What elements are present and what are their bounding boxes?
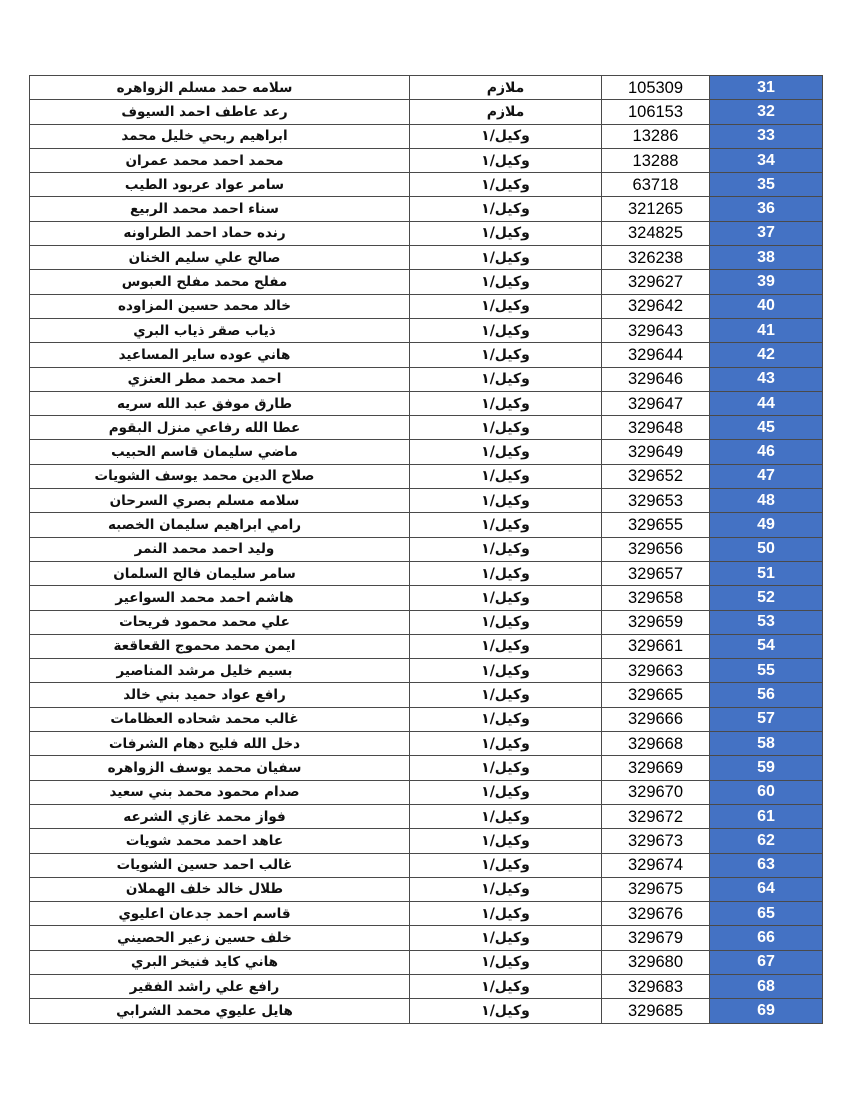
table-row — [30, 489, 823, 513]
serial-number-cell: 51 — [710, 561, 823, 585]
military-number-cell: 329672 — [602, 804, 710, 828]
name-cell: احمد محمد مطر العنزي — [30, 367, 410, 391]
serial-number-cell: 65 — [710, 902, 823, 926]
table-row — [30, 561, 823, 585]
table-row — [30, 537, 823, 561]
serial-number-cell: 38 — [710, 246, 823, 270]
name-cell: رافع علي راشد الفقير — [30, 974, 410, 998]
serial-number-cell: 31 — [710, 76, 823, 100]
serial-number-cell: 57 — [710, 707, 823, 731]
table-row — [30, 829, 823, 853]
table-row — [30, 343, 823, 367]
table-row — [30, 318, 823, 342]
rank-cell: وكيل/١ — [410, 707, 602, 731]
military-number-cell: 329675 — [602, 877, 710, 901]
serial-number-cell: 36 — [710, 197, 823, 221]
military-number-cell: 329655 — [602, 513, 710, 537]
rank-cell: وكيل/١ — [410, 853, 602, 877]
military-number-cell: 324825 — [602, 221, 710, 245]
table-row — [30, 999, 823, 1023]
name-cell: سامر عواد عربود الطيب — [30, 173, 410, 197]
rank-cell: وكيل/١ — [410, 148, 602, 172]
table-row — [30, 100, 823, 124]
serial-number-cell: 43 — [710, 367, 823, 391]
table-row — [30, 610, 823, 634]
military-number-cell: 329668 — [602, 732, 710, 756]
rank-cell: وكيل/١ — [410, 804, 602, 828]
rank-cell: وكيل/١ — [410, 902, 602, 926]
name-cell: مفلح محمد مفلح العبوس — [30, 270, 410, 294]
military-number-cell: 329676 — [602, 902, 710, 926]
name-cell: ايمن محمد محموج القعاقعة — [30, 634, 410, 658]
serial-number-cell: 60 — [710, 780, 823, 804]
serial-number-cell: 33 — [710, 124, 823, 148]
serial-number-cell: 35 — [710, 173, 823, 197]
military-number-cell: 13286 — [602, 124, 710, 148]
serial-number-cell: 48 — [710, 489, 823, 513]
name-cell: رافع عواد حميد بني خالد — [30, 683, 410, 707]
name-cell: علي محمد محمود فريحات — [30, 610, 410, 634]
rank-cell: وكيل/١ — [410, 489, 602, 513]
name-cell: وليد احمد محمد النمر — [30, 537, 410, 561]
military-number-cell: 329680 — [602, 950, 710, 974]
military-number-cell: 329673 — [602, 829, 710, 853]
serial-number-cell: 42 — [710, 343, 823, 367]
rank-cell: وكيل/١ — [410, 197, 602, 221]
rank-cell: وكيل/١ — [410, 950, 602, 974]
name-cell: سامر سليمان فالح السلمان — [30, 561, 410, 585]
table-row — [30, 464, 823, 488]
military-number-cell: 329683 — [602, 974, 710, 998]
serial-number-cell: 50 — [710, 537, 823, 561]
table-row — [30, 197, 823, 221]
name-cell: سلامه مسلم بصري السرحان — [30, 489, 410, 513]
name-cell: سلامه حمد مسلم الزواهره — [30, 76, 410, 100]
table-row — [30, 294, 823, 318]
rank-cell: وكيل/١ — [410, 634, 602, 658]
table-row — [30, 586, 823, 610]
rank-cell: وكيل/١ — [410, 440, 602, 464]
table-row — [30, 974, 823, 998]
name-cell: عطا الله رفاعي منزل البقوم — [30, 416, 410, 440]
military-number-cell: 329653 — [602, 489, 710, 513]
name-cell: هاني كايد فنيخر البري — [30, 950, 410, 974]
personnel-table-body — [30, 76, 823, 1024]
table-row — [30, 926, 823, 950]
table-row — [30, 440, 823, 464]
table-row — [30, 124, 823, 148]
rank-cell: وكيل/١ — [410, 683, 602, 707]
rank-cell: وكيل/١ — [410, 537, 602, 561]
table-row — [30, 416, 823, 440]
serial-number-cell: 63 — [710, 853, 823, 877]
rank-cell: وكيل/١ — [410, 221, 602, 245]
military-number-cell: 329658 — [602, 586, 710, 610]
table-row — [30, 513, 823, 537]
serial-number-cell: 66 — [710, 926, 823, 950]
rank-cell: وكيل/١ — [410, 974, 602, 998]
rank-cell: وكيل/١ — [410, 999, 602, 1023]
rank-cell: وكيل/١ — [410, 270, 602, 294]
rank-cell: وكيل/١ — [410, 780, 602, 804]
table-row — [30, 148, 823, 172]
name-cell: فواز محمد غازي الشرعه — [30, 804, 410, 828]
serial-number-cell: 55 — [710, 659, 823, 683]
serial-number-cell: 52 — [710, 586, 823, 610]
military-number-cell: 329627 — [602, 270, 710, 294]
name-cell: طارق موفق عبد الله سريه — [30, 391, 410, 415]
rank-cell: وكيل/١ — [410, 732, 602, 756]
table-row — [30, 659, 823, 683]
serial-number-cell: 68 — [710, 974, 823, 998]
serial-number-cell: 69 — [710, 999, 823, 1023]
military-number-cell: 329656 — [602, 537, 710, 561]
table-row — [30, 221, 823, 245]
serial-number-cell: 45 — [710, 416, 823, 440]
name-cell: صدام محمود محمد بني سعيد — [30, 780, 410, 804]
military-number-cell: 329643 — [602, 318, 710, 342]
table-row — [30, 877, 823, 901]
table-row — [30, 756, 823, 780]
military-number-cell: 329663 — [602, 659, 710, 683]
military-number-cell: 329665 — [602, 683, 710, 707]
military-number-cell: 321265 — [602, 197, 710, 221]
table-row — [30, 732, 823, 756]
name-cell: محمد احمد محمد عمران — [30, 148, 410, 172]
name-cell: رنده حماد احمد الطراونه — [30, 221, 410, 245]
military-number-cell: 329659 — [602, 610, 710, 634]
serial-number-cell: 34 — [710, 148, 823, 172]
military-number-cell: 329670 — [602, 780, 710, 804]
rank-cell: وكيل/١ — [410, 367, 602, 391]
rank-cell: وكيل/١ — [410, 877, 602, 901]
rank-cell: وكيل/١ — [410, 586, 602, 610]
military-number-cell: 105309 — [602, 76, 710, 100]
table-row — [30, 853, 823, 877]
military-number-cell: 329657 — [602, 561, 710, 585]
table-row — [30, 707, 823, 731]
serial-number-cell: 49 — [710, 513, 823, 537]
serial-number-cell: 39 — [710, 270, 823, 294]
rank-cell: وكيل/١ — [410, 124, 602, 148]
name-cell: هاني عوده ساير المساعيد — [30, 343, 410, 367]
rank-cell: وكيل/١ — [410, 343, 602, 367]
rank-cell: وكيل/١ — [410, 246, 602, 270]
name-cell: قاسم احمد جدعان اعليوي — [30, 902, 410, 926]
military-number-cell: 329679 — [602, 926, 710, 950]
table-row — [30, 391, 823, 415]
serial-number-cell: 47 — [710, 464, 823, 488]
rank-cell: وكيل/١ — [410, 318, 602, 342]
table-row — [30, 634, 823, 658]
name-cell: غالب محمد شحاده العظامات — [30, 707, 410, 731]
name-cell: خلف حسين زعير الحصيني — [30, 926, 410, 950]
name-cell: صلاح الدين محمد يوسف الشويات — [30, 464, 410, 488]
military-number-cell: 329649 — [602, 440, 710, 464]
military-number-cell: 329674 — [602, 853, 710, 877]
rank-cell: وكيل/١ — [410, 561, 602, 585]
name-cell: عاهد احمد محمد شويات — [30, 829, 410, 853]
military-number-cell: 13288 — [602, 148, 710, 172]
rank-cell: وكيل/١ — [410, 391, 602, 415]
serial-number-cell: 41 — [710, 318, 823, 342]
name-cell: ابراهيم ربحي خليل محمد — [30, 124, 410, 148]
table-row — [30, 902, 823, 926]
name-cell: رامي ابراهيم سليمان الخصبه — [30, 513, 410, 537]
serial-number-cell: 58 — [710, 732, 823, 756]
serial-number-cell: 61 — [710, 804, 823, 828]
rank-cell: وكيل/١ — [410, 659, 602, 683]
serial-number-cell: 44 — [710, 391, 823, 415]
name-cell: غالب احمد حسين الشويات — [30, 853, 410, 877]
military-number-cell: 329644 — [602, 343, 710, 367]
rank-cell: وكيل/١ — [410, 513, 602, 537]
serial-number-cell: 67 — [710, 950, 823, 974]
personnel-table — [29, 75, 823, 1024]
name-cell: طلال خالد خلف الهملان — [30, 877, 410, 901]
table-row — [30, 173, 823, 197]
serial-number-cell: 37 — [710, 221, 823, 245]
serial-number-cell: 54 — [710, 634, 823, 658]
military-number-cell: 329642 — [602, 294, 710, 318]
rank-cell: وكيل/١ — [410, 829, 602, 853]
serial-number-cell: 40 — [710, 294, 823, 318]
serial-number-cell: 46 — [710, 440, 823, 464]
rank-cell: وكيل/١ — [410, 926, 602, 950]
name-cell: هاشم احمد محمد السواعير — [30, 586, 410, 610]
military-number-cell: 329647 — [602, 391, 710, 415]
table-row — [30, 780, 823, 804]
serial-number-cell: 56 — [710, 683, 823, 707]
name-cell: بسيم خليل مرشد المناصير — [30, 659, 410, 683]
military-number-cell: 63718 — [602, 173, 710, 197]
military-number-cell: 329669 — [602, 756, 710, 780]
name-cell: سفيان محمد يوسف الزواهره — [30, 756, 410, 780]
name-cell: هايل عليوي محمد الشرابي — [30, 999, 410, 1023]
rank-cell: وكيل/١ — [410, 416, 602, 440]
rank-cell: وكيل/١ — [410, 294, 602, 318]
rank-cell: ملازم — [410, 76, 602, 100]
table-row — [30, 367, 823, 391]
table-row — [30, 246, 823, 270]
serial-number-cell: 59 — [710, 756, 823, 780]
table-row — [30, 683, 823, 707]
military-number-cell: 329648 — [602, 416, 710, 440]
table-row — [30, 76, 823, 100]
rank-cell: وكيل/١ — [410, 610, 602, 634]
name-cell: ذياب صقر ذياب البري — [30, 318, 410, 342]
serial-number-cell: 64 — [710, 877, 823, 901]
military-number-cell: 329685 — [602, 999, 710, 1023]
military-number-cell: 329646 — [602, 367, 710, 391]
military-number-cell: 326238 — [602, 246, 710, 270]
name-cell: خالد محمد حسين المزاوده — [30, 294, 410, 318]
military-number-cell: 329652 — [602, 464, 710, 488]
rank-cell: وكيل/١ — [410, 756, 602, 780]
serial-number-cell: 62 — [710, 829, 823, 853]
table-row — [30, 804, 823, 828]
name-cell: صالح علي سليم الخنان — [30, 246, 410, 270]
name-cell: رعد عاطف احمد السيوف — [30, 100, 410, 124]
serial-number-cell: 32 — [710, 100, 823, 124]
serial-number-cell: 53 — [710, 610, 823, 634]
military-number-cell: 329666 — [602, 707, 710, 731]
rank-cell: وكيل/١ — [410, 464, 602, 488]
table-row — [30, 950, 823, 974]
military-number-cell: 329661 — [602, 634, 710, 658]
table-row — [30, 270, 823, 294]
name-cell: ماضي سليمان قاسم الحبيب — [30, 440, 410, 464]
name-cell: دخل الله فليح دهام الشرفات — [30, 732, 410, 756]
name-cell: سناء احمد محمد الربيع — [30, 197, 410, 221]
rank-cell: ملازم — [410, 100, 602, 124]
military-number-cell: 106153 — [602, 100, 710, 124]
rank-cell: وكيل/١ — [410, 173, 602, 197]
